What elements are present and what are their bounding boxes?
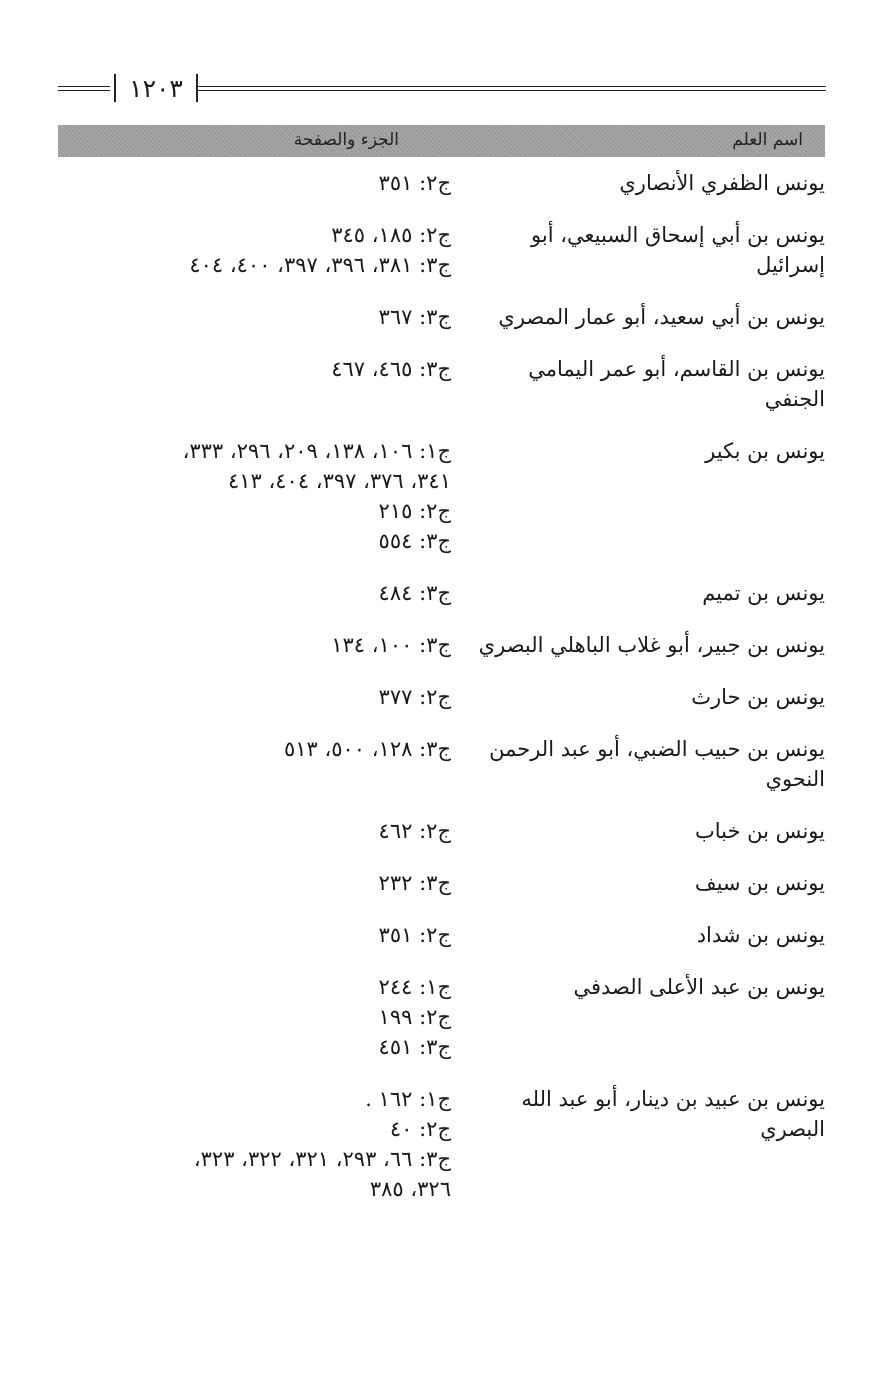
reference-line: ج٢: ٣٧٧ xyxy=(378,685,451,709)
reference-line: ج٢: ٤٠ xyxy=(389,1117,451,1141)
entry-name: يونس بن بكير xyxy=(705,439,825,463)
entry-name: يونس بن تميم xyxy=(702,581,825,605)
reference-line: ج٣: ٥٥٤ xyxy=(378,529,451,553)
index-entry xyxy=(58,816,825,846)
entry-name: يونس بن جبير، أبو غلاب الباهلي البصري xyxy=(478,633,825,657)
entry-references xyxy=(58,354,463,414)
reference-line: ج١: ١٦٢ . xyxy=(365,1087,451,1111)
header-rule-left xyxy=(58,86,110,91)
header-rule-right xyxy=(198,86,826,91)
entry-references xyxy=(58,578,463,608)
entry-name: يونس بن عبد الأعلى الصدفي xyxy=(573,975,825,999)
index-entry xyxy=(58,436,825,556)
entry-name: يونس الظفري الأنصاري xyxy=(619,171,825,195)
reference-line: ج٣: ٤٦٥، ٤٦٧ xyxy=(331,357,451,381)
reference-line: ج١: ١٠٦، ١٣٨، ٢٠٩، ٢٩٦، ٣٣٣، xyxy=(182,439,451,463)
reference-line: ج٢: ١٨٥، ٣٤٥ xyxy=(331,223,451,247)
entry-name: يونس بن سيف xyxy=(694,871,825,895)
entry-name: يونس بن شداد xyxy=(696,923,825,947)
entry-references xyxy=(58,302,463,332)
entry-name: يونس بن عبيد بن دينار، أبو عبد الله البصري xyxy=(521,1087,825,1141)
entry-references xyxy=(58,682,463,712)
index-entry xyxy=(58,354,825,414)
reference-line: ج٣: ٢٣٢ xyxy=(378,871,451,895)
entry-name: يونس بن حارث xyxy=(691,685,825,709)
index-entry xyxy=(58,302,825,332)
entry-references xyxy=(58,816,463,846)
index-entry xyxy=(58,920,825,950)
reference-line: ج٣: ٣٦٧ xyxy=(378,305,451,329)
index-entries xyxy=(58,168,825,1226)
index-entry xyxy=(58,868,825,898)
reference-line: ج٣: ٤٥١ xyxy=(378,1035,451,1059)
index-entry xyxy=(58,734,825,794)
reference-line: ٣٢٦، ٣٨٥ xyxy=(369,1177,451,1201)
entry-references xyxy=(58,220,463,280)
reference-line: ج٢: ٢١٥ xyxy=(378,499,451,523)
entry-references xyxy=(58,630,463,660)
header-bar-left xyxy=(114,74,116,102)
page-number: ١٢٠٣ xyxy=(129,74,183,103)
reference-line: ج٣: ٣٨١، ٣٩٦، ٣٩٧، ٤٠٠، ٤٠٤ xyxy=(189,253,451,277)
reference-line: ج٣: ١٢٨، ٥٠٠، ٥١٣ xyxy=(283,737,451,761)
page-header xyxy=(58,72,826,106)
reference-line: ج٣: ٦٦، ٢٩٣، ٣٢١، ٣٢٢، ٣٢٣، xyxy=(193,1147,451,1171)
entry-references xyxy=(58,972,463,1062)
reference-line: ج٢: ٣٥١ xyxy=(378,171,451,195)
entry-references xyxy=(58,920,463,950)
reference-line: ج٢: ١٩٩ xyxy=(378,1005,451,1029)
index-entry xyxy=(58,168,825,198)
index-table-header xyxy=(58,125,825,157)
entry-references xyxy=(58,734,463,794)
entry-name: يونس بن خباب xyxy=(695,819,825,843)
reference-line: ج٢: ٣٥١ xyxy=(378,923,451,947)
entry-references xyxy=(58,868,463,898)
index-entry xyxy=(58,1084,825,1204)
entry-references xyxy=(58,1084,463,1204)
reference-line: ج١: ٢٤٤ xyxy=(378,975,451,999)
index-entry xyxy=(58,682,825,712)
entry-name: يونس بن أبي إسحاق السبيعي، أبو إسرائيل xyxy=(531,223,825,277)
reference-line: ج٢: ٤٦٢ xyxy=(378,819,451,843)
name-column-header: اسم العلم xyxy=(732,130,803,150)
entry-name: يونس بن القاسم، أبو عمر اليمامي الجنفي xyxy=(528,357,825,411)
volume-column-header: الجزء والصفحة xyxy=(293,130,399,150)
entry-references xyxy=(58,436,463,556)
entry-name: يونس بن أبي سعيد، أبو عمار المصري xyxy=(498,305,825,329)
entry-name: يونس بن حبيب الضبي، أبو عبد الرحمن النحوي xyxy=(489,737,825,791)
index-entry xyxy=(58,972,825,1062)
entry-references xyxy=(58,168,463,198)
index-entry xyxy=(58,630,825,660)
reference-line: ٣٤١، ٣٧٦، ٣٩٧، ٤٠٤، ٤١٣ xyxy=(227,469,451,493)
reference-line: ج٣: ٤٨٤ xyxy=(378,581,451,605)
reference-line: ج٣: ١٠٠، ١٣٤ xyxy=(331,633,451,657)
index-entry xyxy=(58,220,825,280)
index-entry xyxy=(58,578,825,608)
